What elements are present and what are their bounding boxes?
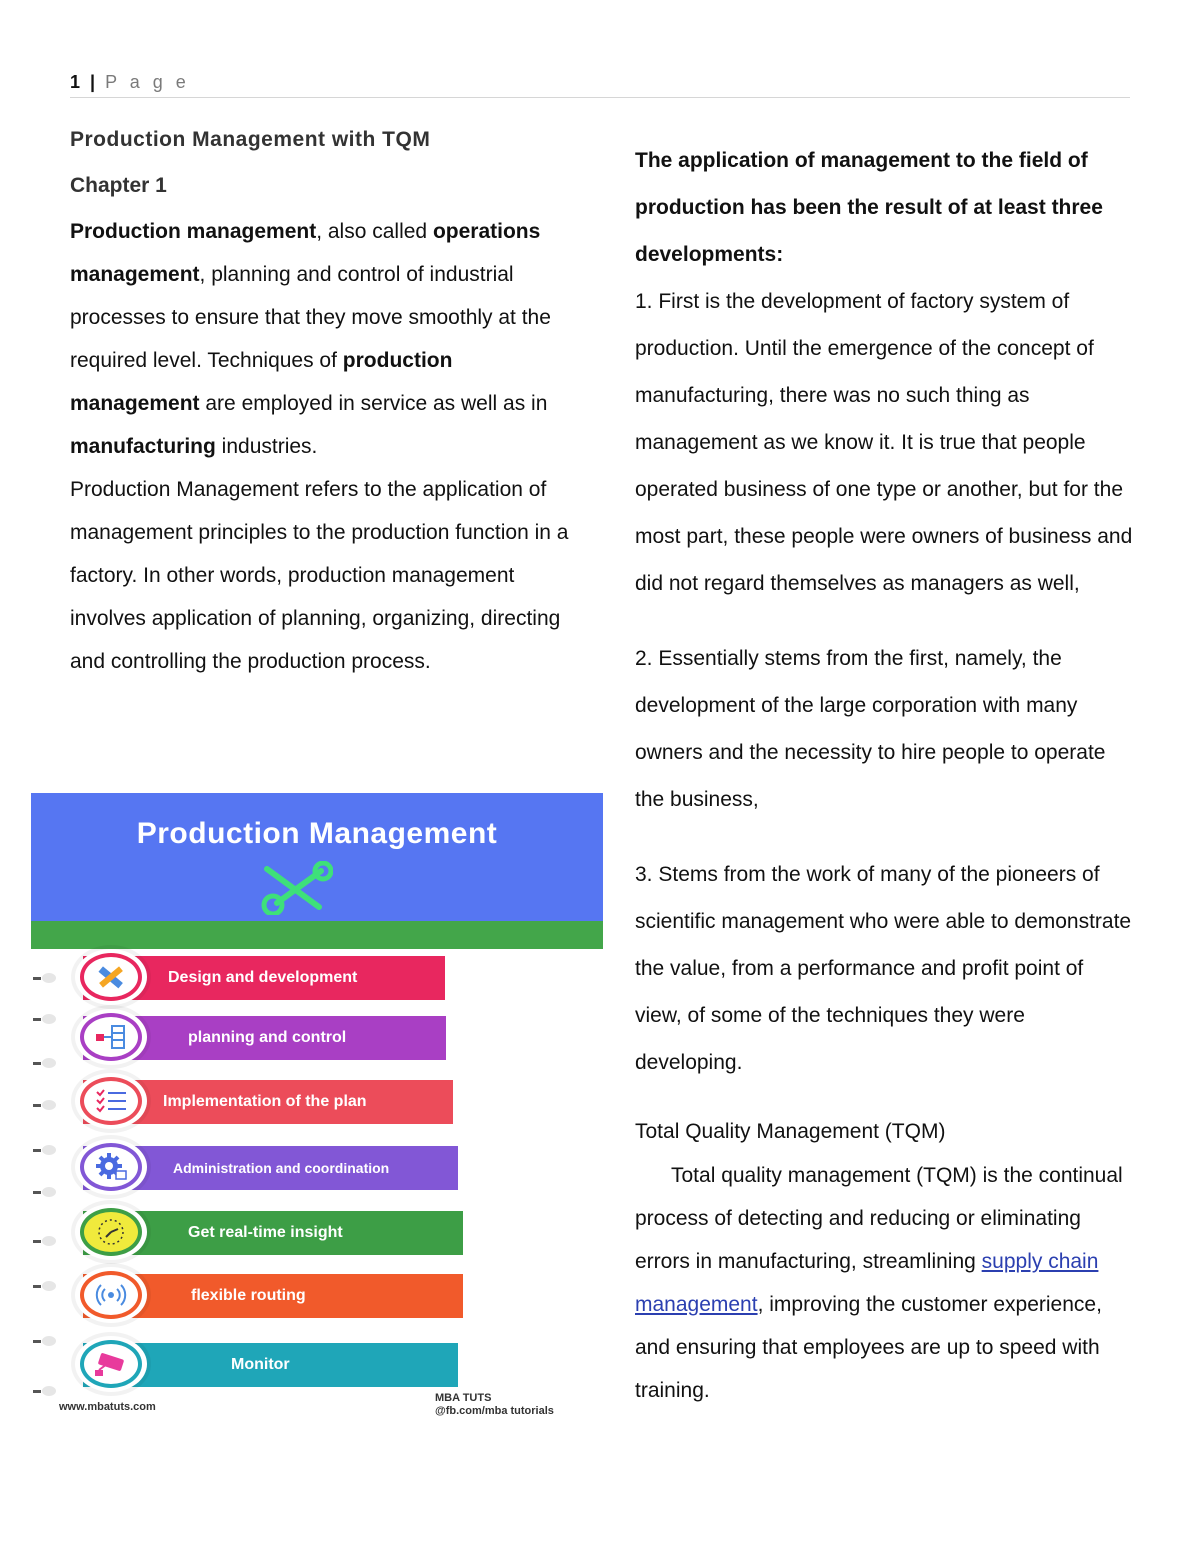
administration-icon-badge [75, 1139, 147, 1195]
item-label: Administration and coordination [173, 1160, 390, 1176]
infographic-title: Production Management [136, 817, 498, 850]
page-separator: | [90, 72, 97, 92]
header-rule [70, 97, 1130, 98]
signal-icon [80, 1271, 142, 1319]
gear-icon [80, 1143, 142, 1191]
page-header [70, 72, 190, 93]
insight-icon-badge [75, 1204, 147, 1260]
development-point-3: 3. Stems from the work of many of the pioneers of scientific management who were able to demonstrate the value, from a performance and profit point of view, of some of the techniques they were developing. [635, 863, 1132, 1074]
production-management-infographic [31, 793, 604, 1421]
development-point-2: 2. Essentially stems from the first, namely, the development of the large corporation with many owners and the necessity to hire people to operate the business, [635, 647, 1106, 811]
list-item [31, 1146, 461, 1190]
list-item [31, 1211, 471, 1255]
routing-icon-badge [75, 1267, 147, 1323]
text-run: , improving the customer experience, and ensuring that employees are up to speed with training. [635, 1293, 1102, 1402]
spacer [635, 823, 1135, 851]
design-icon-badge [75, 949, 147, 1005]
development-point-1: 1. First is the development of factory system of production. Until the emergence of the concept of manufacturing, there was no such thing as management as we know it. It is true that people operated business of one type or another, but for the most part, these people were owners of business and did not regard themselves as managers as well, [635, 290, 1133, 595]
planning-icon-badge [75, 1009, 147, 1065]
item-label: Get real-time insight [188, 1224, 343, 1241]
text-run: , also called [316, 220, 433, 243]
checklist-icon [80, 1077, 142, 1125]
term-production-management-2: production management [70, 349, 453, 415]
pencil-ruler-icon [80, 953, 142, 1001]
page-number: 1 [70, 72, 82, 92]
footer-website: www.mbatuts.com [59, 1401, 156, 1413]
left-column [70, 118, 570, 683]
item-label: flexible routing [191, 1287, 306, 1304]
text-run: industries. [215, 435, 318, 458]
connector-dot [33, 1386, 57, 1396]
term-manufacturing: manufacturing [70, 435, 216, 458]
spacer [635, 1086, 1135, 1110]
item-label: Design and development [168, 969, 358, 986]
developments-intro: The application of management to the field of production has been the result of at least three developments: [635, 149, 1103, 266]
list-item [31, 1343, 471, 1387]
tqm-paragraph [635, 1154, 1135, 1412]
list-item [31, 1016, 451, 1060]
infographic-green-strip [31, 921, 603, 949]
supply-chain-management-link[interactable]: supply chain management [635, 1250, 1099, 1316]
item-label: Monitor [231, 1356, 290, 1373]
explanation-paragraph: Production Management refers to the application of management principles to the production function in a factory. In other words, production management involves application of planning, organizing, directing and controlling the production process. [70, 478, 569, 673]
item-label: planning and control [188, 1029, 347, 1046]
monitor-icon-badge [75, 1336, 147, 1392]
document-title: Production Management with TQM [70, 128, 431, 151]
list-item [31, 956, 451, 1000]
page-label: P a g e [105, 72, 190, 92]
text-run: are employed in service as well as in [199, 392, 548, 415]
chapter-heading: Chapter 1 [70, 174, 167, 197]
spacer [635, 607, 1135, 635]
right-column [635, 137, 1135, 1412]
text-run: , planning and control of industrial processes to ensure that they move smoothly at the required level. Techniques of [70, 263, 551, 372]
tools-icon [259, 861, 333, 915]
footer-brand: MBA TUTS [435, 1392, 492, 1404]
list-item [31, 1080, 461, 1124]
flowchart-icon [80, 1013, 142, 1061]
footer-social: @fb.com/mba tutorials [435, 1405, 554, 1417]
clock-icon [80, 1208, 142, 1256]
item-label: Implementation of the plan [163, 1093, 367, 1110]
text-run: Total quality management (TQM) is the continual process of detecting and reducing or eliminating errors in manufacturing, streamlining [635, 1164, 1123, 1273]
camera-icon [80, 1340, 142, 1388]
term-operations-management: operations management [70, 220, 541, 286]
implementation-icon-badge [75, 1073, 147, 1129]
definition-paragraph [70, 210, 570, 468]
term-production-management: Production management [70, 220, 317, 243]
tqm-heading: Total Quality Management (TQM) [635, 1120, 946, 1143]
list-item [31, 1274, 471, 1318]
